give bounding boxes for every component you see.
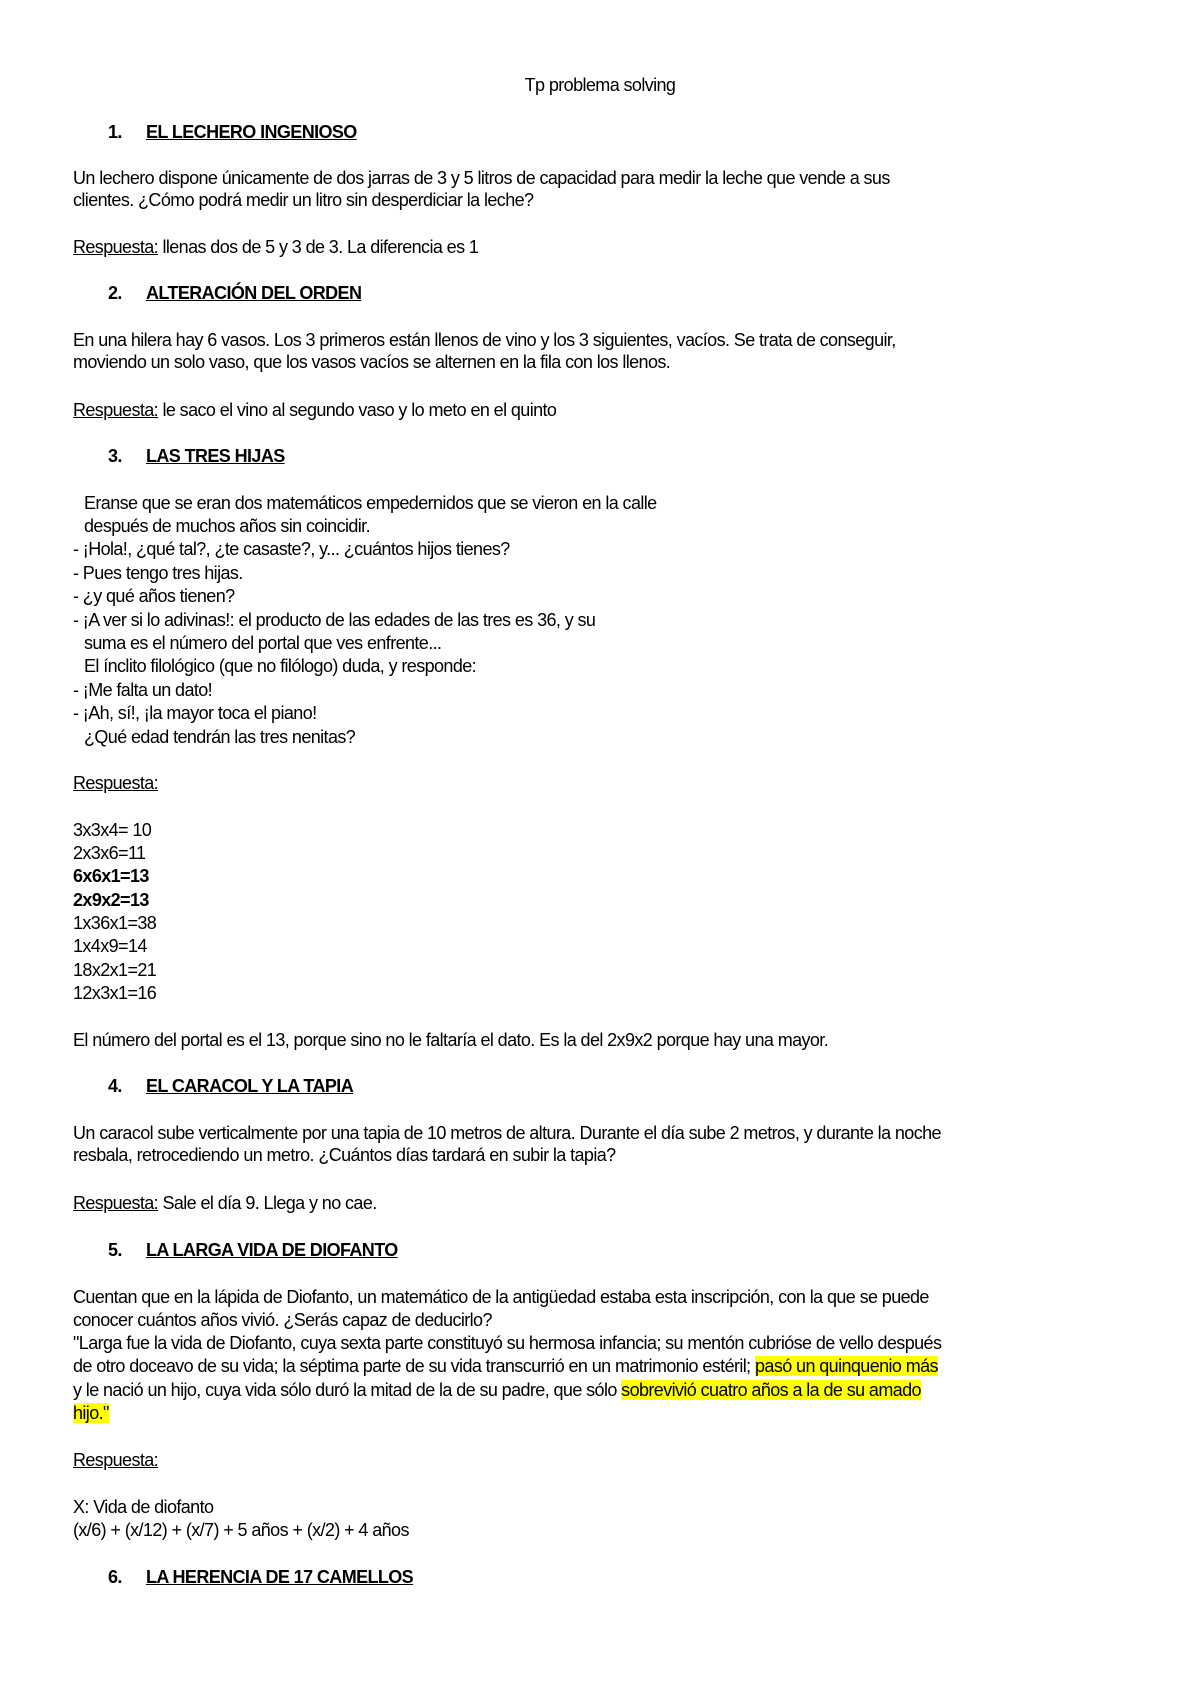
problem-6-heading bbox=[108, 1566, 413, 1589]
calc-line: 2x3x6=11 bbox=[73, 843, 146, 863]
problem-3-line: - ¿y qué años tienen? bbox=[73, 586, 235, 606]
problem-3-line: suma es el número del portal que ves enfrente... bbox=[84, 633, 442, 653]
heading-number: 6. bbox=[108, 1567, 122, 1587]
answer-label: Respuesta: bbox=[73, 400, 159, 420]
problem-4-answer bbox=[73, 1192, 377, 1215]
problem-5-answer bbox=[73, 1449, 158, 1472]
calc-line-bold: 6x6x1=13 bbox=[73, 866, 149, 886]
calc-line: 12x3x1=16 bbox=[73, 983, 157, 1003]
problem-3-line: después de muchos años sin coincidir. bbox=[84, 516, 370, 536]
problem-2-line: moviendo un solo vaso, que los vasos vacíos se alternen en la fila con los llenos. bbox=[73, 352, 671, 372]
heading-number: 2. bbox=[108, 283, 122, 303]
problem-5-line: Cuentan que en la lápida de Diofanto, un matemático de la antigüedad estaba esta inscripción, con la que se puede bbox=[73, 1287, 929, 1307]
answer-label: Respuesta: bbox=[73, 1193, 159, 1213]
problem-4-line: Un caracol sube verticalmente por una tapia de 10 metros de altura. Durante el día sube 2 metros, y durante la noche bbox=[73, 1123, 941, 1143]
problem-3-line: ¿Qué edad tendrán las tres nenitas? bbox=[84, 727, 356, 747]
text: de otro doceavo de su vida; la séptima parte de su vida transcurrió en un matrimonio estéril; bbox=[73, 1356, 755, 1376]
answer-text: le saco el vino al segundo vaso y lo meto en el quinto bbox=[158, 400, 557, 420]
problem-3-line: - ¡Hola!, ¿qué tal?, ¿te casaste?, y... ¿cuántos hijos tienes? bbox=[73, 539, 510, 559]
problem-5-heading bbox=[108, 1239, 398, 1262]
answer-label: Respuesta: bbox=[73, 237, 159, 257]
problem-3-line: - ¡A ver si lo adivinas!: el producto de las edades de las tres es 36, y su bbox=[73, 610, 596, 630]
calc-line: 18x2x1=21 bbox=[73, 960, 157, 980]
problem-3-conclusion: El número del portal es el 13, porque sino no le faltaría el dato. Es la del 2x9x2 porque hay una mayor. bbox=[73, 1030, 829, 1050]
problem-3-line: El ínclito filológico (que no filólogo) duda, y responde: bbox=[84, 656, 477, 676]
heading-number: 4. bbox=[108, 1076, 122, 1096]
problem-4-heading bbox=[108, 1075, 353, 1098]
heading-text: EL CARACOL Y LA TAPIA bbox=[146, 1076, 354, 1096]
problem-3-line: - ¡Me falta un dato! bbox=[73, 680, 213, 700]
problem-2-answer bbox=[73, 399, 556, 422]
heading-text: LA HERENCIA DE 17 CAMELLOS bbox=[146, 1567, 414, 1587]
heading-text: ALTERACIÓN DEL ORDEN bbox=[146, 283, 362, 303]
answer-text: Sale el día 9. Llega y no cae. bbox=[158, 1193, 377, 1213]
work-line: X: Vida de diofanto bbox=[73, 1497, 214, 1517]
work-line: (x/6) + (x/12) + (x/7) + 5 años + (x/2) + 4 años bbox=[73, 1520, 409, 1540]
problem-3-line: - ¡Ah, sí!, ¡la mayor toca el piano! bbox=[73, 703, 317, 723]
problem-3-line: - Pues tengo tres hijas. bbox=[73, 563, 243, 583]
problem-5-line bbox=[73, 1355, 938, 1378]
calc-line: 3x3x4= 10 bbox=[73, 820, 152, 840]
problem-3-answer bbox=[73, 772, 158, 795]
problem-5-line bbox=[73, 1379, 921, 1402]
problem-5-line bbox=[73, 1402, 109, 1425]
problem-4-line: resbala, retrocediendo un metro. ¿Cuántos días tardará en subir la tapia? bbox=[73, 1145, 616, 1165]
highlighted-text: hijo." bbox=[73, 1403, 109, 1423]
answer-label: Respuesta: bbox=[73, 1450, 159, 1470]
problem-5-line: conocer cuántos años vivió. ¿Serás capaz de deducirlo? bbox=[73, 1310, 492, 1330]
problem-1-line: Un lechero dispone únicamente de dos jarras de 3 y 5 litros de capacidad para medir la leche que vende a sus bbox=[73, 168, 890, 188]
problem-1-heading bbox=[108, 121, 357, 144]
heading-text: EL LECHERO INGENIOSO bbox=[146, 122, 357, 142]
heading-text: LA LARGA VIDA DE DIOFANTO bbox=[146, 1240, 398, 1260]
heading-number: 1. bbox=[108, 122, 122, 142]
problem-2-line: En una hilera hay 6 vasos. Los 3 primeros están llenos de vino y los 3 siguientes, vacíos. Se trata de conseguir, bbox=[73, 330, 896, 350]
problem-5-line: "Larga fue la vida de Diofanto, cuya sexta parte constituyó su hermosa infancia; su mentón cubrióse de vello después bbox=[73, 1333, 942, 1353]
problem-1-answer bbox=[73, 236, 478, 259]
text: y le nació un hijo, cuya vida sólo duró la mitad de la de su padre, que sólo bbox=[73, 1380, 622, 1400]
heading-number: 5. bbox=[108, 1240, 122, 1260]
calc-line-bold: 2x9x2=13 bbox=[73, 890, 149, 910]
answer-text: llenas dos de 5 y 3 de 3. La diferencia es 1 bbox=[158, 237, 479, 257]
heading-text: LAS TRES HIJAS bbox=[146, 446, 285, 466]
heading-number: 3. bbox=[108, 446, 122, 466]
document-title: Tp problema solving bbox=[524, 75, 676, 95]
highlighted-text: pasó un quinquenio más bbox=[755, 1356, 938, 1376]
calc-line: 1x36x1=38 bbox=[73, 913, 157, 933]
problem-2-heading bbox=[108, 282, 361, 305]
problem-1-line: clientes. ¿Cómo podrá medir un litro sin desperdiciar la leche? bbox=[73, 190, 534, 210]
answer-label: Respuesta: bbox=[73, 773, 159, 793]
calc-line: 1x4x9=14 bbox=[73, 936, 147, 956]
problem-3-line: Eranse que se eran dos matemáticos empedernidos que se vieron en la calle bbox=[84, 493, 657, 513]
problem-3-heading bbox=[108, 445, 285, 468]
highlighted-text: sobrevivió cuatro años a la de su amado bbox=[621, 1380, 921, 1400]
